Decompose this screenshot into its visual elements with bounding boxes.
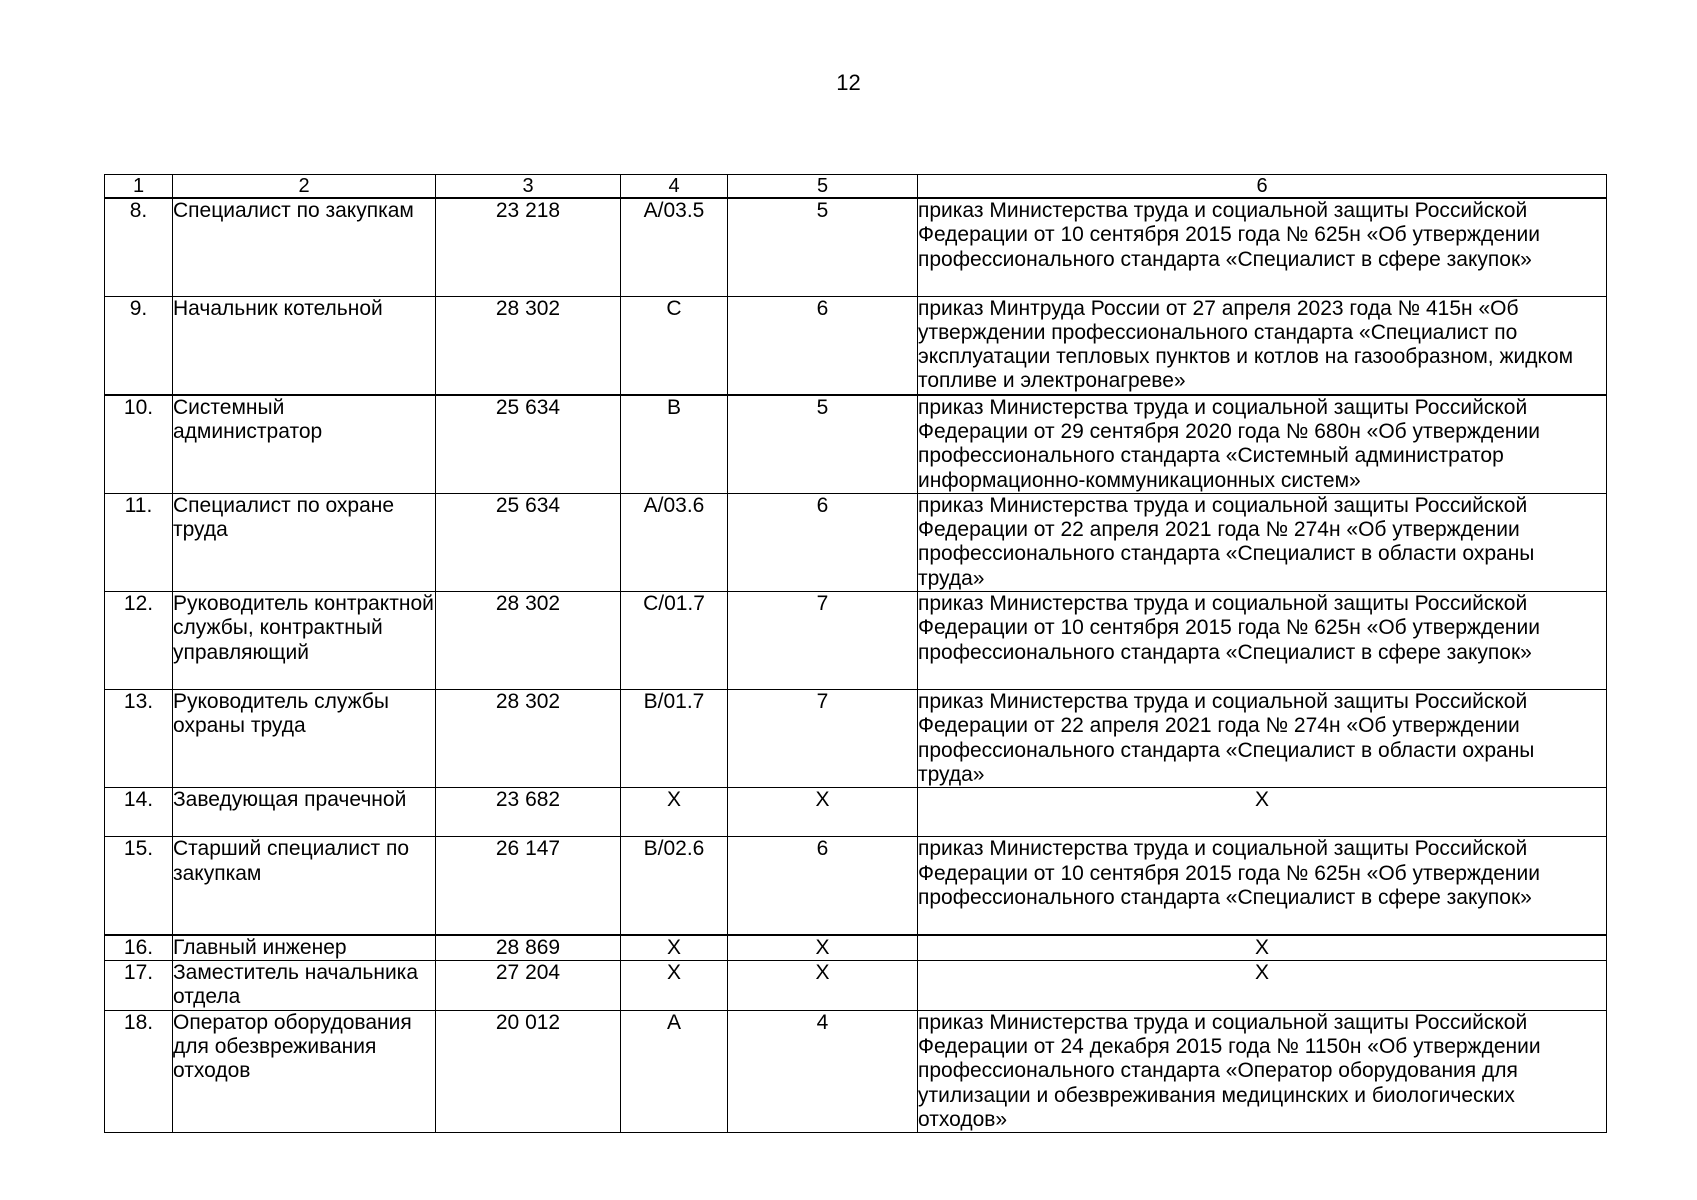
header-col-5: 5 bbox=[728, 175, 918, 199]
table-header bbox=[105, 175, 1607, 199]
position-name: Старший специалист по закупкам bbox=[173, 837, 436, 935]
position-name: Специалист по охране труда bbox=[173, 493, 436, 591]
table-row bbox=[105, 961, 1607, 1011]
salary-value: 27 204 bbox=[436, 961, 621, 1011]
position-name: Начальник котельной bbox=[173, 296, 436, 395]
qualification-level: 4 bbox=[728, 1010, 918, 1132]
table-row bbox=[105, 493, 1607, 591]
function-code: Х bbox=[621, 961, 728, 1011]
page-number: 12 bbox=[836, 70, 861, 95]
salary-value: 28 302 bbox=[436, 296, 621, 395]
legal-basis: приказ Министерства труда и социальной защиты Российской Федерации от 10 сентября 2015 года № 625н «Об утверждении профессионального стандарта «Специалист в сфере закупок» bbox=[918, 837, 1607, 935]
qualification-level: Х bbox=[728, 788, 918, 837]
header-col-4: 4 bbox=[621, 175, 728, 199]
salary-value: 20 012 bbox=[436, 1010, 621, 1132]
qualification-level: 6 bbox=[728, 296, 918, 395]
row-number: 18. bbox=[105, 1010, 173, 1132]
position-name: Заместитель начальника отдела bbox=[173, 961, 436, 1011]
salary-value: 25 634 bbox=[436, 493, 621, 591]
salary-value: 23 218 bbox=[436, 198, 621, 296]
function-code: А/03.5 bbox=[621, 198, 728, 296]
position-name: Главный инженер bbox=[173, 935, 436, 961]
header-col-2: 2 bbox=[173, 175, 436, 199]
table-row bbox=[105, 935, 1607, 961]
function-code: С bbox=[621, 296, 728, 395]
function-code: Х bbox=[621, 935, 728, 961]
position-name: Специалист по закупкам bbox=[173, 198, 436, 296]
qualification-level: 5 bbox=[728, 198, 918, 296]
legal-basis: приказ Минтруда России от 27 апреля 2023 года № 415н «Об утверждении профессионального стандарта «Специалист по эксплуатации тепловых пунктов и котлов на газообразном, жидком топливе и электронагреве» bbox=[918, 296, 1607, 395]
function-code: Х bbox=[621, 788, 728, 837]
salary-value: 28 869 bbox=[436, 935, 621, 961]
row-number: 10. bbox=[105, 395, 173, 494]
legal-basis: Х bbox=[918, 935, 1607, 961]
table-row bbox=[105, 296, 1607, 395]
row-number: 11. bbox=[105, 493, 173, 591]
header-row bbox=[105, 175, 1607, 199]
function-code: В bbox=[621, 395, 728, 494]
legal-basis: Х bbox=[918, 788, 1607, 837]
position-name: Системный администратор bbox=[173, 395, 436, 494]
row-number: 15. bbox=[105, 837, 173, 935]
legal-basis: приказ Министерства труда и социальной защиты Российской Федерации от 10 сентября 2015 года № 625н «Об утверждении профессионального стандарта «Специалист в сфере закупок» bbox=[918, 592, 1607, 690]
row-number: 16. bbox=[105, 935, 173, 961]
table-row bbox=[105, 592, 1607, 690]
table-row bbox=[105, 788, 1607, 837]
row-number: 17. bbox=[105, 961, 173, 1011]
row-number: 8. bbox=[105, 198, 173, 296]
qualification-level: 6 bbox=[728, 493, 918, 591]
salary-value: 28 302 bbox=[436, 592, 621, 690]
table-row bbox=[105, 198, 1607, 296]
row-number: 9. bbox=[105, 296, 173, 395]
legal-basis: приказ Министерства труда и социальной защиты Российской Федерации от 29 сентября 2020 года № 680н «Об утверждении профессионального стандарта «Системный администратор информационно-коммуникационных систем» bbox=[918, 395, 1607, 494]
position-name: Руководитель контрактной службы, контрактный управляющий bbox=[173, 592, 436, 690]
positions-table bbox=[104, 174, 1607, 1133]
row-number: 13. bbox=[105, 690, 173, 788]
table-row bbox=[105, 1010, 1607, 1132]
table-row bbox=[105, 837, 1607, 935]
function-code: В/01.7 bbox=[621, 690, 728, 788]
position-name: Руководитель службы охраны труда bbox=[173, 690, 436, 788]
salary-value: 25 634 bbox=[436, 395, 621, 494]
function-code: С/01.7 bbox=[621, 592, 728, 690]
legal-basis: Х bbox=[918, 961, 1607, 1011]
row-number: 12. bbox=[105, 592, 173, 690]
header-col-6: 6 bbox=[918, 175, 1607, 199]
function-code: А bbox=[621, 1010, 728, 1132]
salary-value: 26 147 bbox=[436, 837, 621, 935]
legal-basis: приказ Министерства труда и социальной защиты Российской Федерации от 22 апреля 2021 года № 274н «Об утверждении профессионального стандарта «Специалист в области охраны труда» bbox=[918, 493, 1607, 591]
legal-basis: приказ Министерства труда и социальной защиты Российской Федерации от 24 декабря 2015 года № 1150н «Об утверждении профессионального стандарта «Оператор оборудования для утилизации и обезвреживания медицинских и биологических отходов» bbox=[918, 1010, 1607, 1132]
table-row bbox=[105, 395, 1607, 494]
header-col-1: 1 bbox=[105, 175, 173, 199]
legal-basis: приказ Министерства труда и социальной защиты Российской Федерации от 10 сентября 2015 года № 625н «Об утверждении профессионального стандарта «Специалист в сфере закупок» bbox=[918, 198, 1607, 296]
qualification-level: 6 bbox=[728, 837, 918, 935]
legal-basis: приказ Министерства труда и социальной защиты Российской Федерации от 22 апреля 2021 года № 274н «Об утверждении профессионального стандарта «Специалист в области охраны труда» bbox=[918, 690, 1607, 788]
qualification-level: 7 bbox=[728, 690, 918, 788]
function-code: А/03.6 bbox=[621, 493, 728, 591]
table-row bbox=[105, 690, 1607, 788]
salary-value: 23 682 bbox=[436, 788, 621, 837]
table-body bbox=[105, 198, 1607, 1133]
qualification-level: 5 bbox=[728, 395, 918, 494]
position-name: Заведующая прачечной bbox=[173, 788, 436, 837]
qualification-level: Х bbox=[728, 935, 918, 961]
header-col-3: 3 bbox=[436, 175, 621, 199]
qualification-level: Х bbox=[728, 961, 918, 1011]
qualification-level: 7 bbox=[728, 592, 918, 690]
row-number: 14. bbox=[105, 788, 173, 837]
function-code: В/02.6 bbox=[621, 837, 728, 935]
position-name: Оператор оборудования для обезвреживания отходов bbox=[173, 1010, 436, 1132]
salary-value: 28 302 bbox=[436, 690, 621, 788]
